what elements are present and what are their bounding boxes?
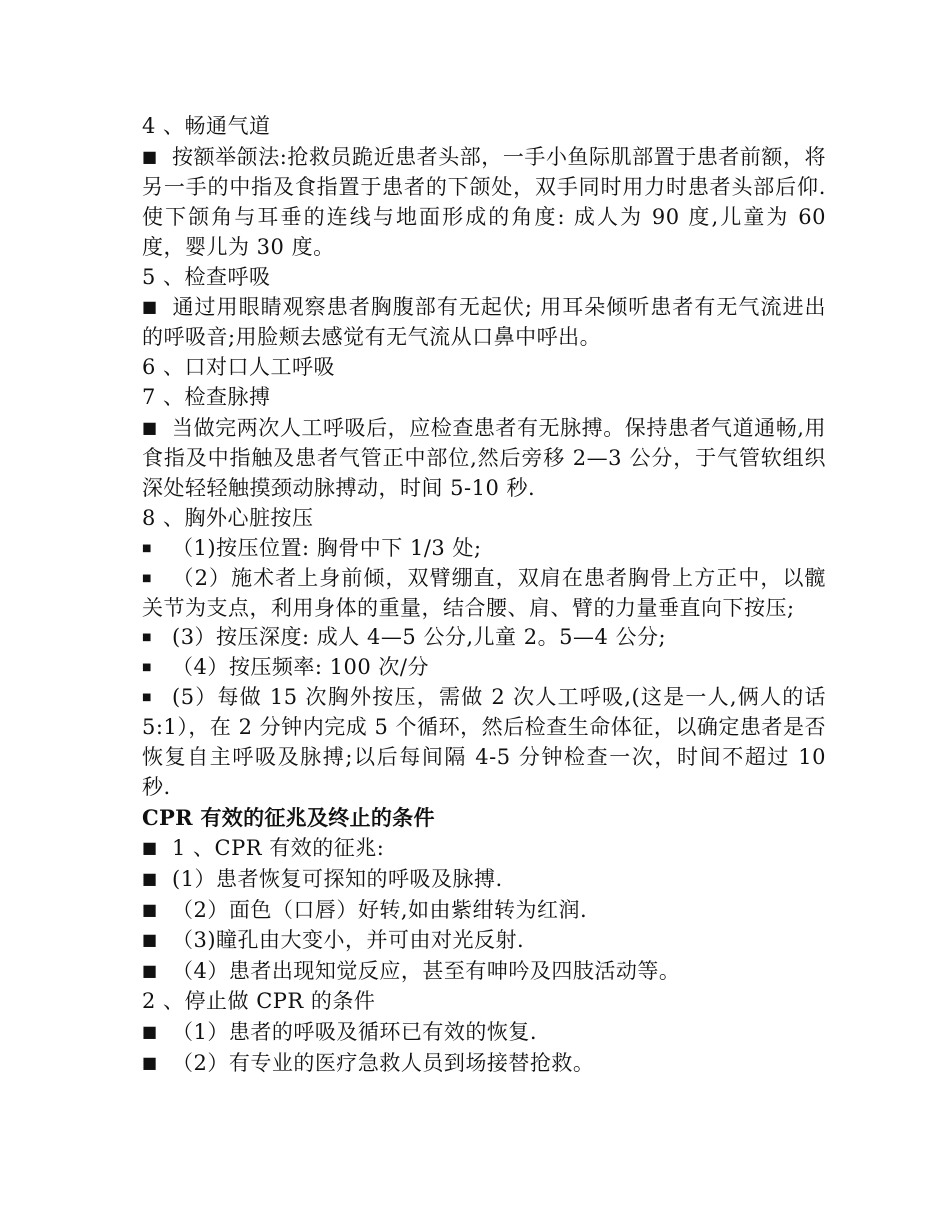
list-item-check-breathing: ■ 通过用眼睛观察患者胸腹部有无起伏; 用耳朵倾听患者有无气流进出的呼吸音;用脸颊去感觉有无气流从口鼻中呼出。	[142, 292, 826, 353]
list-item-sign-1: ■ (1）患者恢复可探知的呼吸及脉搏.	[142, 864, 826, 895]
heading-cpr-signs: CPR 有效的征兆及终止的条件	[142, 804, 435, 830]
list-item-stop-2: ■ （2）有专业的医疗急救人员到场接替抢救。	[142, 1048, 826, 1079]
list-item-check-pulse: ■ 当做完两次人工呼吸后，应检查患者有无脉搏。保持患者气道通畅,用食指及中指触及患者气管正中部位,然后旁移 2—3 公分，于气管软组织深处轻轻触摸颈动脉搏动，时间 5-10 秒.	[142, 413, 826, 504]
list-item-compression-position: ■ （1)按压位置: 胸骨中下 1/3 处;	[142, 534, 826, 564]
list-item-stop-1: ■ （1）患者的呼吸及循环已有效的恢复.	[142, 1017, 826, 1048]
section-title-stop-cpr: 2 、停止做 CPR 的条件	[142, 989, 376, 1014]
section-title-mouth-to-mouth: 6 、口对口人工呼吸	[142, 355, 336, 380]
list-item-sign-3: ■ （3)瞳孔由大变小，并可由对光反射.	[142, 925, 826, 956]
section-title-breathing: 5 、检查呼吸	[142, 264, 271, 289]
list-item-sign-2: ■ （2）面色（口唇）好转,如由紫绀转为红润.	[142, 895, 826, 926]
section-title-compression: 8 、胸外心脏按压	[142, 505, 314, 530]
list-item-head-tilt: ■ 按额举颌法:抢救员跪近患者头部，一手小鱼际肌部置于患者前额，将另一手的中指及食指置于患者的下颌处，双手同时用力时患者头部后仰.使下颌角与耳垂的连线与地面形成的角度: 成人为 90 度,儿童为 60 度，婴儿为 30 度。	[142, 142, 826, 263]
list-item-compression-depth: ■ (3）按压深度: 成人 4—5 公分,儿童 2。5—4 公分;	[142, 623, 826, 653]
document-page	[142, 112, 826, 1079]
list-item-sign-4: ■ （4）患者出现知觉反应，甚至有呻吟及四肢活动等。	[142, 956, 826, 987]
list-item-effective-signs: ■ 1 、CPR 有效的征兆:	[142, 833, 826, 864]
list-item-compression-rate: ■ （4）按压频率: 100 次/分	[142, 653, 826, 683]
section-title-pulse: 7 、检查脉搏	[142, 385, 271, 410]
list-item-compression-ratio: ■ (5）每做 15 次胸外按压，需做 2 次人工呼吸,(这是一人,俩人的话 5:1），在 2 分钟内完成 5 个循环，然后检查生命体征，以确定患者是否恢复自主呼吸及脉搏;以后每间隔 4-5 分钟检查一次，时间不超过 10 秒.	[142, 683, 826, 803]
list-item-compression-posture: ■ （2）施术者上身前倾，双臂绷直，双肩在患者胸骨上方正中，以髋关节为支点，利用身体的重量，结合腰、肩、臂的力量垂直向下按压;	[142, 564, 826, 624]
section-title-airway: 4 、畅通气道	[142, 114, 271, 138]
